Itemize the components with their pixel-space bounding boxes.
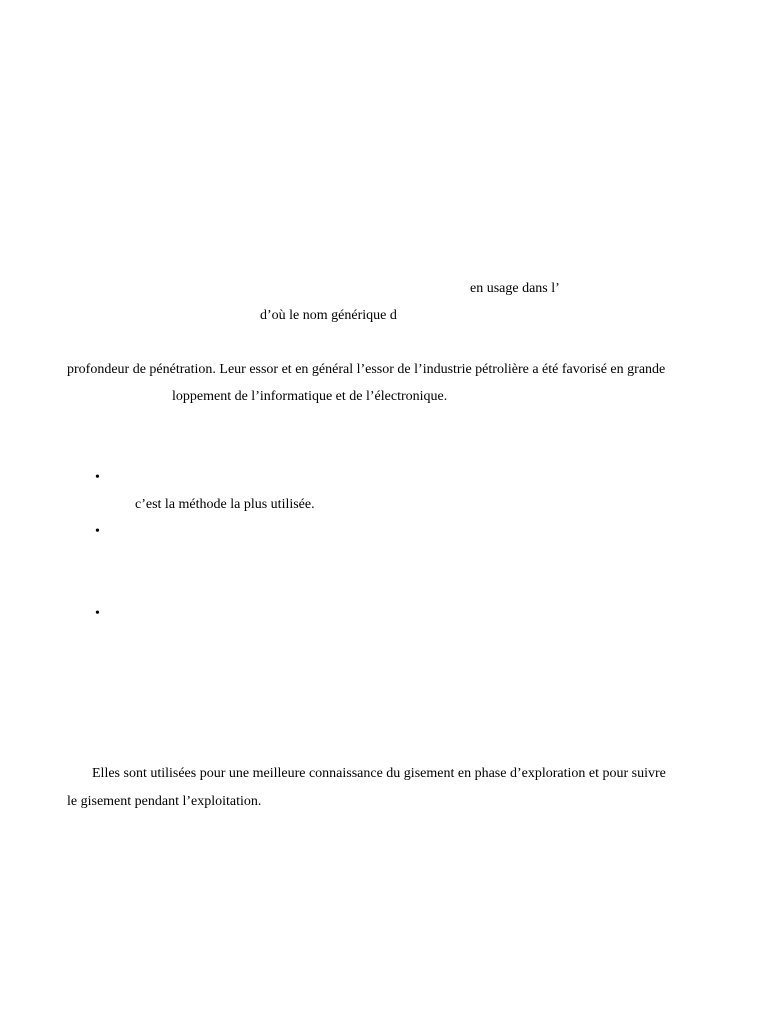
paragraph1-line2: d’où le nom générique d (260, 308, 397, 323)
bullet-1: • (95, 470, 100, 485)
paragraph1-line1: en usage dans l’ (470, 281, 560, 296)
paragraph2-line2: loppement de l’informatique et de l’électronique. (172, 389, 448, 404)
bullet-3: • (95, 606, 100, 621)
bullet-1-text: c’est la méthode la plus utilisée. (135, 497, 315, 512)
bullet-2: • (95, 524, 100, 539)
paragraph3-line1: Elles sont utilisées pour une meilleure connaissance du gisement en phase d’exploration et pour suivre (92, 766, 666, 781)
paragraph3-line2: le gisement pendant l’exploitation. (67, 794, 262, 809)
paragraph2-line1: profondeur de pénétration. Leur essor et en général l’essor de l’industrie pétrolière a été favorisé en grande (67, 362, 666, 377)
